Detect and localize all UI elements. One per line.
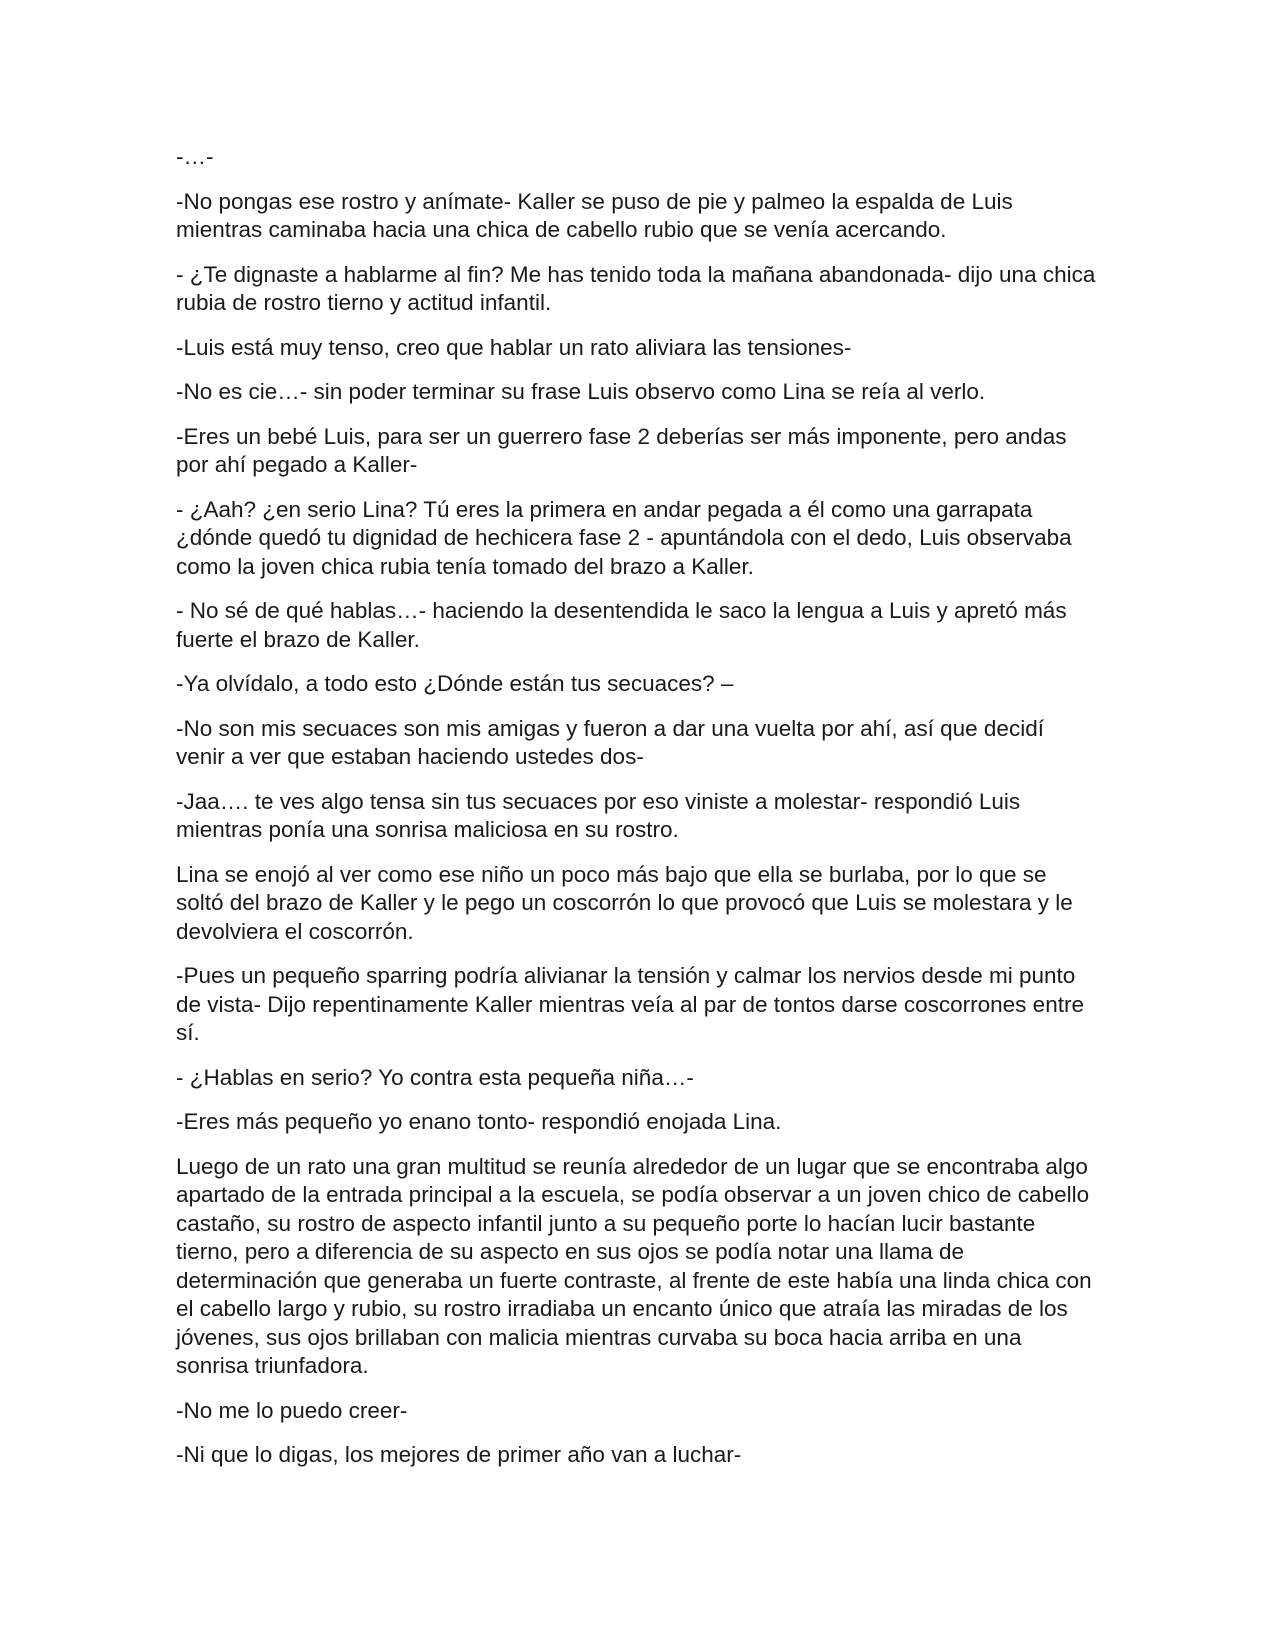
paragraph: - ¿Te dignaste a hablarme al fin? Me has tenido toda la mañana abandonada- dijo una chica rubia de rostro tierno y actitud infantil. bbox=[176, 261, 1096, 315]
paragraph: -Luis está muy tenso, creo que hablar un rato aliviara las tensiones- bbox=[176, 334, 852, 360]
paragraph: Lina se enojó al ver como ese niño un poco más bajo que ella se burlaba, por lo que se soltó del brazo de Kaller y le pego un coscorrón lo que provocó que Luis se molestara y le devolviera el coscorrón. bbox=[176, 861, 1073, 944]
paragraph: -No me lo puedo creer- bbox=[176, 1397, 408, 1423]
paragraph: -…- bbox=[176, 144, 214, 169]
paragraph: -Ni que lo digas, los mejores de primer año van a luchar- bbox=[176, 1442, 742, 1467]
paragraph: Luego de un rato una gran multitud se reunía alrededor de un lugar que se encontraba algo apartado de la entrada principal a la escuela, se podía observar a un joven chico de cabello castaño, su rostro de aspecto infantil junto a su pequeño porte lo hacían lucir bastante tierno, pero a diferencia de su aspecto en sus ojos se podía notar una llama de determinación que generaba un fuerte contraste, al frente de este había una linda chica con el cabello largo y rubio, su rostro irradiaba un encanto único que atraía las miradas de los jóvenes, sus ojos brillaban con malicia mientras curvaba su boca hacia arriba en una sonrisa triunfadora. bbox=[176, 1153, 1092, 1378]
paragraph: -Jaa…. te ves algo tensa sin tus secuaces por eso viniste a molestar- respondió Luis mientras ponía una sonrisa maliciosa en su rostro. bbox=[176, 788, 1021, 842]
document-body bbox=[176, 143, 1096, 1486]
paragraph: - ¿Aah? ¿en serio Lina? Tú eres la primera en andar pegada a él como una garrapata ¿dónde quedó tu dignidad de hechicera fase 2 - apuntándola con el dedo, Luis observaba como la joven chica rubia tenía tomado del brazo a Kaller. bbox=[176, 496, 1072, 579]
paragraph: -Eres un bebé Luis, para ser un guerrero fase 2 deberías ser más imponente, pero andas por ahí pegado a Kaller- bbox=[176, 423, 1067, 477]
paragraph: -No son mis secuaces son mis amigas y fueron a dar una vuelta por ahí, así que decidí venir a ver que estaban haciendo ustedes dos- bbox=[176, 715, 1044, 769]
paragraph: -Eres más pequeño yo enano tonto- respondió enojada Lina. bbox=[176, 1109, 782, 1134]
paragraph: - ¿Hablas en serio? Yo contra esta pequeña niña…- bbox=[176, 1064, 694, 1090]
paragraph: -No es cie…- sin poder terminar su frase Luis observo como Lina se reía al verlo. bbox=[176, 379, 986, 404]
paragraph: -Ya olvídalo, a todo esto ¿Dónde están tus secuaces? – bbox=[176, 671, 734, 696]
paragraph: -No pongas ese rostro y anímate- Kaller se puso de pie y palmeo la espalda de Luis mientras caminaba hacia una chica de cabello rubio que se venía acercando. bbox=[176, 188, 1013, 242]
paragraph: - No sé de qué hablas…- haciendo la desentendida le saco la lengua a Luis y apretó más fuerte el brazo de Kaller. bbox=[176, 598, 1067, 652]
paragraph: -Pues un pequeño sparring podría alivianar la tensión y calmar los nervios desde mi punto de vista- Dijo repentinamente Kaller mientras veía al par de tontos darse coscorrones entre sí. bbox=[176, 963, 1084, 1045]
